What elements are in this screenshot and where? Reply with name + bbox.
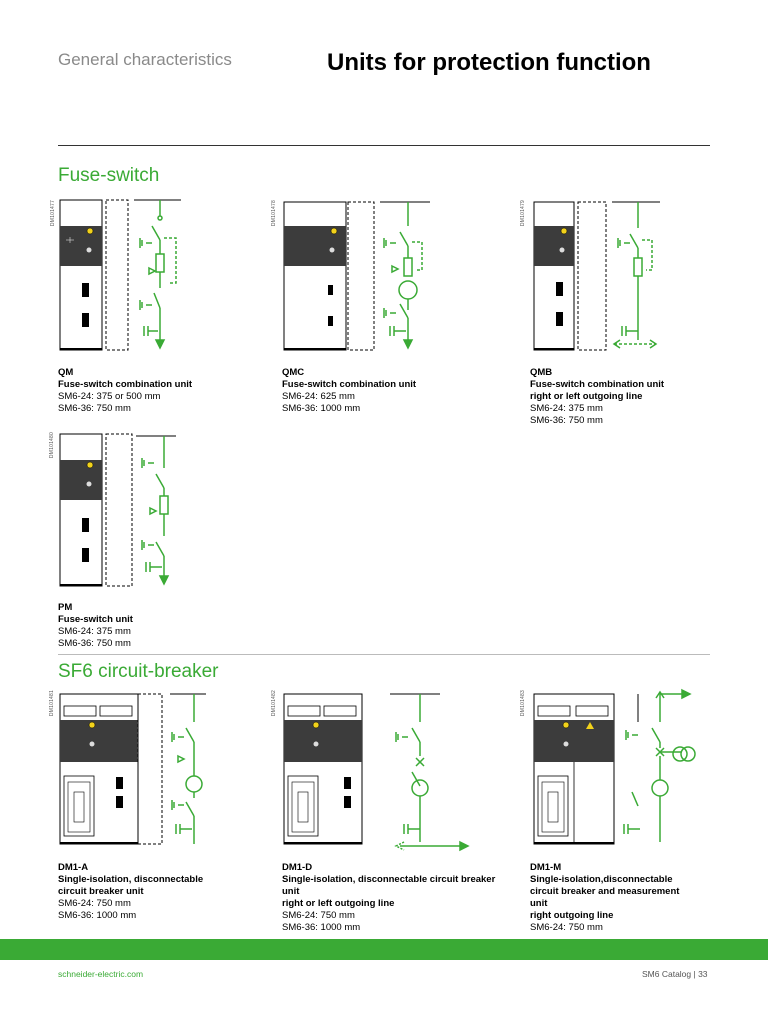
- single-line-diagram: [390, 694, 468, 850]
- unit-size: SM6-24: 375 or 500 mm: [58, 391, 161, 402]
- unit-description: unit: [530, 898, 548, 909]
- unit-diagram-dm1-a: [56, 692, 216, 852]
- unit-description: circuit breaker and measurement: [530, 886, 680, 897]
- indicator-icon: [563, 722, 569, 728]
- unit-code: DM1-A: [58, 862, 89, 873]
- unit-description: Fuse-switch unit: [58, 614, 133, 625]
- indicator-icon: [87, 228, 93, 234]
- switch-knob-icon: [87, 482, 92, 487]
- control-panel: [60, 720, 138, 762]
- figure-ref: DM101483: [520, 690, 526, 717]
- page-title: Units for protection function: [327, 49, 651, 76]
- single-line-diagram: [624, 690, 695, 842]
- unit-code: DM1-D: [282, 862, 313, 873]
- unit-description: right or left outgoing line: [282, 898, 395, 909]
- unit-caption-dm1-a: [58, 862, 288, 922]
- single-line-diagram: [170, 694, 206, 844]
- switch-knob-icon: [330, 248, 335, 253]
- switch-knob-icon: [314, 742, 319, 747]
- unit-size: SM6-36: 750 mm: [58, 403, 131, 414]
- unit-description: Fuse-switch combination unit: [58, 379, 193, 390]
- unit-description: Single-isolation, disconnectable circuit breaker: [282, 874, 496, 885]
- section-divider: [58, 654, 710, 655]
- window-upper: [82, 283, 89, 297]
- single-line-diagram: [380, 202, 430, 348]
- unit-description: unit: [282, 886, 300, 897]
- window-lower: [82, 313, 89, 327]
- control-panel: [534, 226, 574, 266]
- unit-caption-pm: [58, 602, 288, 650]
- unit-diagram-qmb: [530, 200, 670, 355]
- unit-size: SM6-36: 750 mm: [530, 415, 603, 426]
- unit-size: SM6-24: 375 mm: [530, 403, 603, 414]
- unit-caption-dm1-d: [282, 862, 522, 934]
- unit-caption-qmc: [282, 367, 512, 415]
- unit-code: QMC: [282, 367, 305, 378]
- unit-caption-qm: [58, 367, 288, 415]
- switch-knob-icon: [90, 742, 95, 747]
- section-header: General characteristics: [58, 50, 232, 69]
- unit-code: QM: [58, 367, 74, 378]
- unit-size: SM6-36: 1000 mm: [58, 910, 137, 921]
- single-line-diagram: [134, 200, 181, 348]
- unit-diagram-dm1-m: [530, 692, 710, 852]
- indicator-icon: [313, 722, 319, 728]
- section-title-sf6: SF6 circuit-breaker: [58, 661, 219, 682]
- indicator-icon: [331, 228, 337, 234]
- control-panel: [534, 720, 614, 762]
- indicator-icon: [87, 462, 93, 468]
- unit-diagram-pm: [56, 432, 186, 592]
- switch-knob-icon: [564, 742, 569, 747]
- footer-website-link[interactable]: schneider-electric.com: [58, 969, 144, 979]
- control-panel: [284, 720, 362, 762]
- unit-code: QMB: [530, 367, 553, 378]
- unit-size: SM6-24: 625 mm: [282, 391, 355, 402]
- footer-band: [0, 939, 768, 960]
- unit-description: Fuse-switch combination unit: [282, 379, 417, 390]
- unit-description: circuit breaker unit: [58, 886, 144, 897]
- unit-description: Single-isolation, disconnectable: [58, 874, 204, 885]
- extension-outline: [106, 200, 128, 350]
- control-panel: [60, 226, 102, 266]
- unit-size: SM6-24: 750 mm: [530, 922, 603, 933]
- cubicle-outline: [60, 200, 102, 350]
- unit-size: SM6-24: 375 mm: [58, 626, 131, 637]
- unit-description: right or left outgoing line: [530, 391, 643, 402]
- unit-description: right outgoing line: [530, 910, 614, 921]
- unit-code: DM1-M: [530, 862, 562, 873]
- switch-knob-icon: [87, 248, 92, 253]
- figure-ref: DM101478: [271, 200, 277, 227]
- single-line-diagram: [136, 436, 176, 584]
- indicator-icon: [89, 722, 95, 728]
- figure-ref: DM101479: [520, 200, 526, 227]
- unit-size: SM6-36: 1000 mm: [282, 922, 361, 933]
- single-line-diagram: [612, 202, 660, 348]
- unit-diagram-qmc: [280, 200, 430, 355]
- unit-size: SM6-24: 750 mm: [58, 898, 131, 909]
- section-title-fuse-switch: Fuse-switch: [58, 165, 160, 186]
- unit-diagram-qm: [56, 198, 186, 358]
- unit-size: SM6-36: 1000 mm: [282, 403, 361, 414]
- switch-knob-icon: [560, 248, 565, 253]
- unit-caption-dm1-m: [530, 862, 760, 934]
- figure-ref: DM101480: [49, 432, 55, 459]
- unit-size: SM6-24: 750 mm: [282, 910, 355, 921]
- indicator-icon: [561, 228, 567, 234]
- figure-ref: DM101482: [271, 690, 277, 717]
- figure-ref: DM101481: [49, 690, 55, 717]
- unit-size: SM6-36: 750 mm: [58, 638, 131, 649]
- unit-description: Fuse-switch combination unit: [530, 379, 665, 390]
- footer-page-number: SM6 Catalog | 33: [642, 969, 708, 979]
- figure-ref: DM101477: [50, 200, 56, 227]
- unit-caption-qmb: [530, 367, 760, 427]
- unit-description: Single-isolation,disconnectable: [530, 874, 673, 885]
- control-panel: [60, 460, 102, 500]
- unit-diagram-dm1-d: [280, 692, 480, 852]
- unit-code: PM: [58, 602, 73, 613]
- header-divider: [58, 145, 710, 146]
